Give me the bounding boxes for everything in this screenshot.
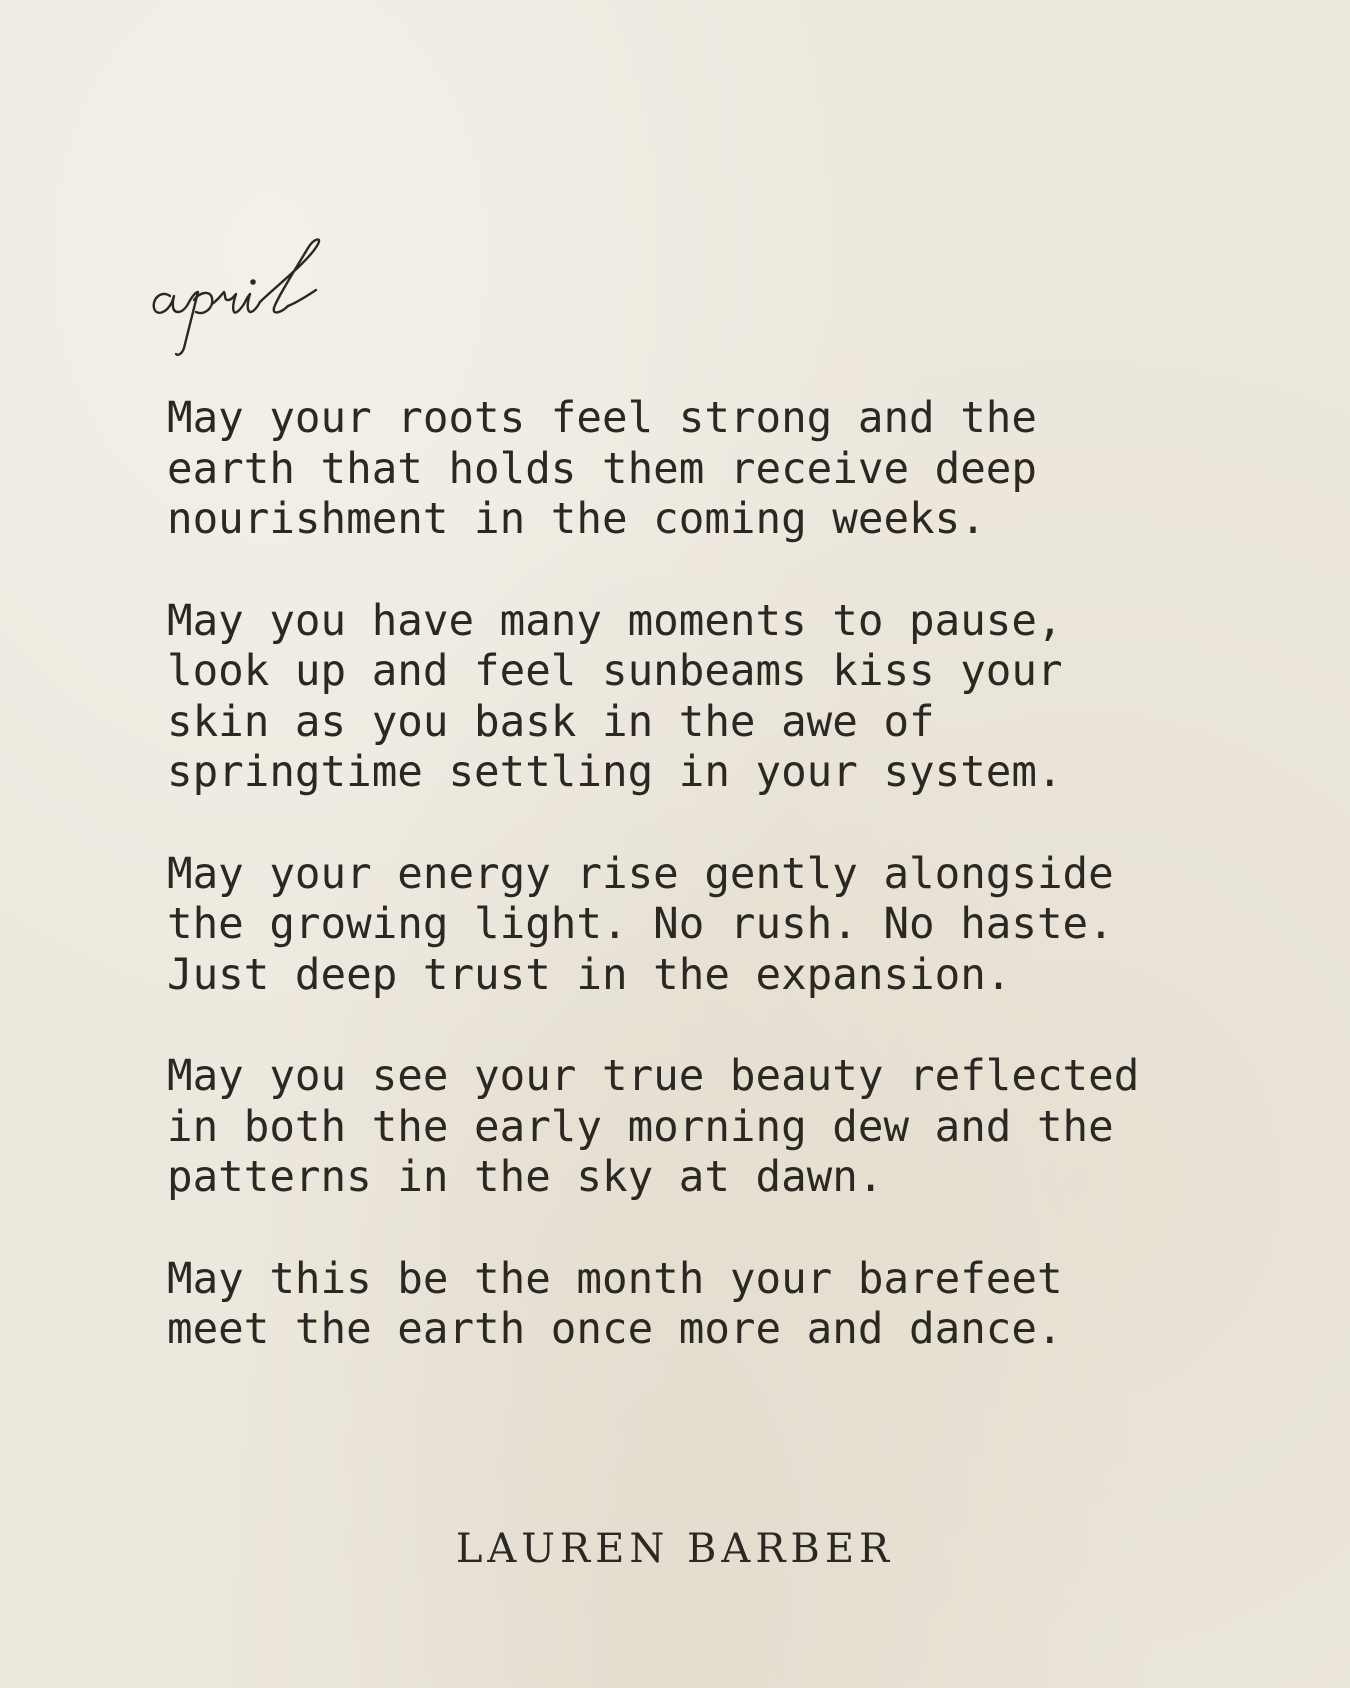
poem-line: May your roots feel strong and the bbox=[167, 394, 1037, 443]
poem-body bbox=[167, 394, 1167, 1407]
poem-line: skin as you bask in the awe of bbox=[167, 697, 935, 747]
stanza bbox=[167, 394, 1167, 546]
poem-line: May this be the month your barefeet bbox=[167, 1254, 1063, 1304]
poem-line: the growing light. No rush. No haste. bbox=[167, 900, 1114, 949]
stanza bbox=[167, 1052, 1167, 1204]
poem-line: nourishment in the coming weeks. bbox=[167, 495, 986, 544]
poem-line: meet the earth once more and dance. bbox=[167, 1305, 1063, 1354]
poem-line: springtime settling in your system. bbox=[167, 748, 1063, 797]
poem-line: May you have many moments to pause, bbox=[167, 596, 1063, 646]
stanza bbox=[167, 1255, 1167, 1356]
poem-line: patterns in the sky at dawn. bbox=[167, 1153, 884, 1202]
poem-line: May your energy rise gently alongside bbox=[167, 849, 1114, 899]
stanza bbox=[167, 597, 1167, 799]
script-title bbox=[148, 238, 368, 358]
poem-line: in both the early morning dew and the bbox=[167, 1102, 1114, 1152]
poem-line: earth that holds them receive deep bbox=[167, 444, 1037, 494]
poem-line: May you see your true beauty reflected bbox=[167, 1052, 1140, 1101]
stanza bbox=[167, 850, 1167, 1002]
april-handwritten-title bbox=[148, 238, 368, 358]
poem-line: look up and feel sunbeams kiss your bbox=[167, 647, 1063, 696]
author-name: LAUREN BARBER bbox=[455, 1526, 895, 1572]
poem-line: Just deep trust in the expansion. bbox=[167, 950, 1012, 1000]
